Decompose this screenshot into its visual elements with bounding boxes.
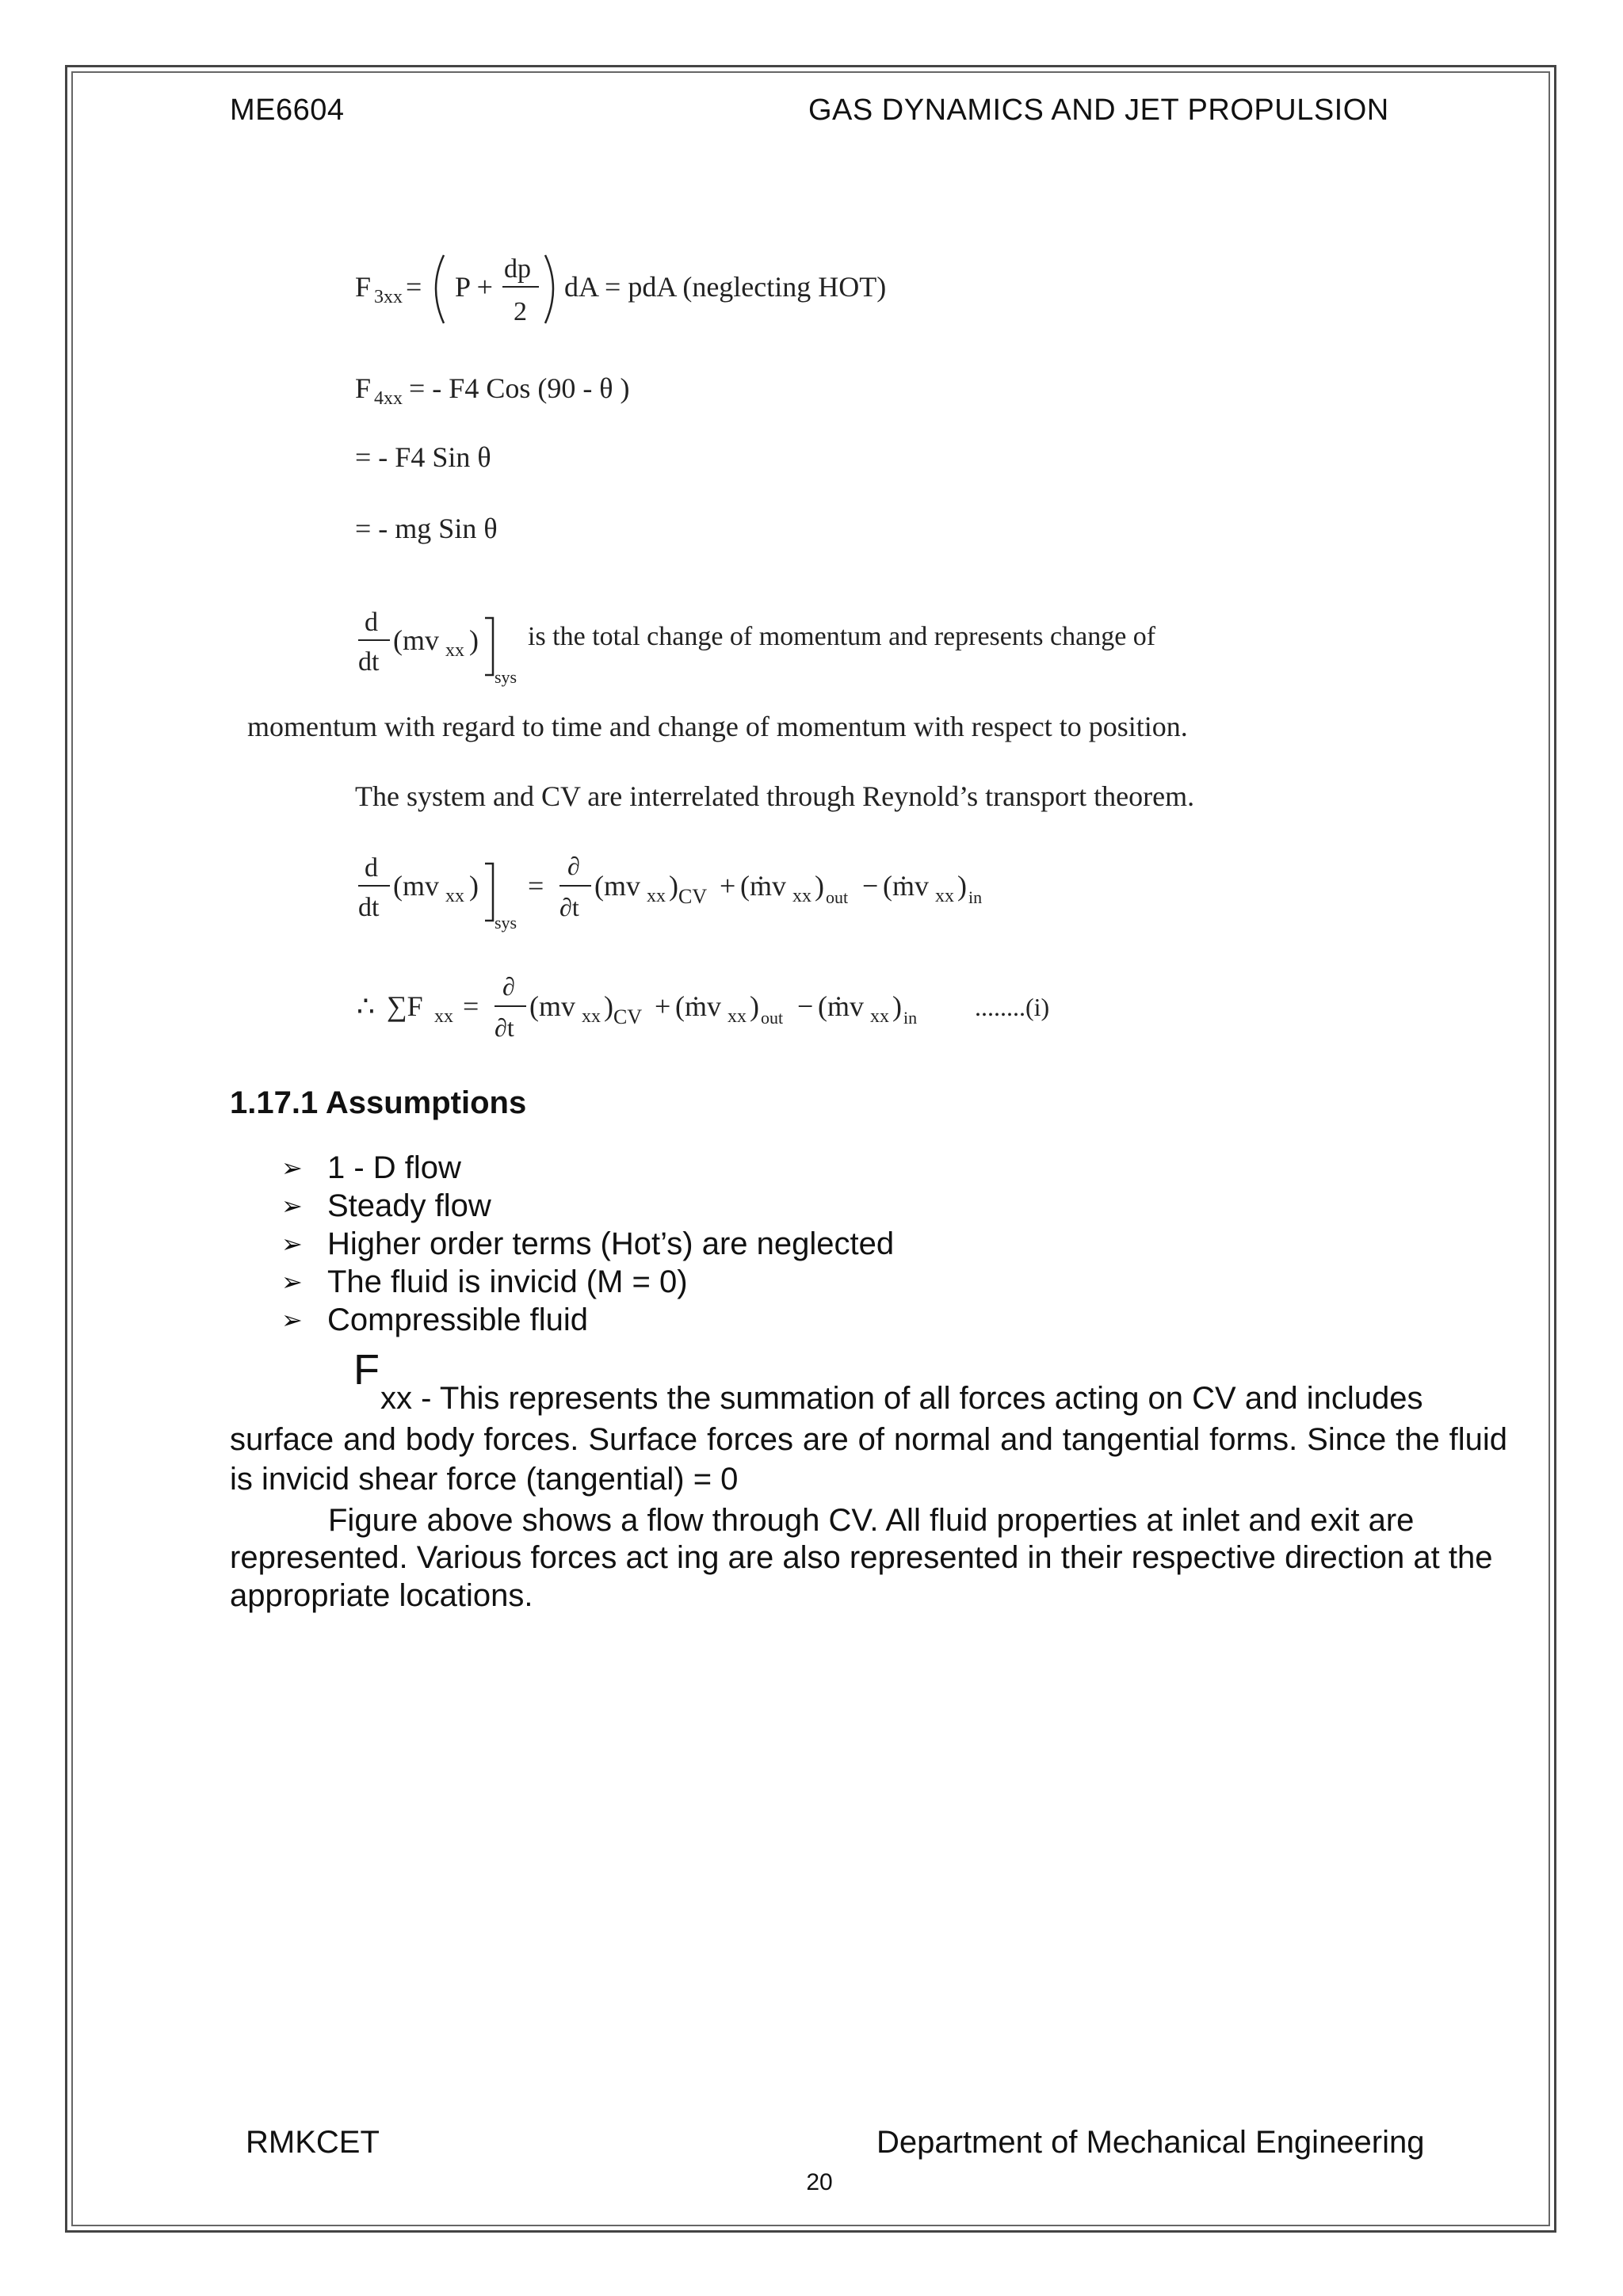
- rtt-den: dt: [358, 893, 380, 922]
- fxx-paragraph-rest: surface and body forces. Surface forces are of normal and tangential forms. Since the fluid is invicid shear force (tangential) = 0: [230, 1422, 1507, 1497]
- equation-f4xx: [349, 364, 713, 412]
- dmom-close: ): [469, 624, 479, 656]
- rtt-out: out: [826, 887, 849, 907]
- equation-f3xx: [349, 244, 951, 339]
- equation-f4-mg: = - mg Sin θ: [355, 513, 498, 544]
- footer-department: Department of Mechanical Engineering: [876, 2125, 1425, 2160]
- f3-lhs: F: [355, 271, 372, 303]
- sumf-tag: ........(i): [975, 993, 1050, 1021]
- sumf-t1-sub: xx: [582, 1006, 601, 1027]
- equation-f4-sin: = - F4 Sin θ: [355, 441, 491, 473]
- sumf-eq: =: [463, 990, 479, 1022]
- header-course-code: ME6604: [230, 93, 345, 127]
- dmom-inner: (mv: [393, 624, 439, 656]
- arrow-bullet-icon: ➢: [281, 1268, 303, 1296]
- equation-momentum-change: [349, 601, 1323, 696]
- f3-den: 2: [514, 297, 527, 326]
- sumf-t2-close: ): [750, 990, 759, 1022]
- f3-eq: =: [406, 271, 422, 303]
- arrow-bullet-icon: ➢: [281, 1192, 303, 1220]
- rtt-num: d: [365, 853, 378, 883]
- sumf-t3-sub: xx: [870, 1006, 889, 1027]
- sumf-cv: CV: [613, 1005, 643, 1028]
- assumption-text: The fluid is invicid (M = 0): [327, 1264, 688, 1299]
- equation-sum-forces: [349, 967, 1109, 1062]
- rtt-sys: sys: [495, 913, 517, 933]
- assumption-text: Compressible fluid: [327, 1302, 589, 1337]
- arrow-bullet-icon: ➢: [281, 1306, 303, 1334]
- fxx-line-1: xx - This represents the summation of all forces acting on CV and includes: [380, 1381, 1423, 1416]
- assumptions-list: [281, 1149, 894, 1339]
- rtt-minus: −: [862, 870, 879, 902]
- sumf-therefore: ∴: [357, 990, 375, 1022]
- f4-lhs-sub: 4xx: [374, 388, 403, 409]
- equation-reynolds-transport: [349, 846, 1046, 941]
- sumf-plus: +: [655, 990, 671, 1022]
- sumf-t3-close: ): [892, 990, 902, 1022]
- rtt-pnum: ∂: [567, 852, 580, 880]
- arrow-bullet-icon: ➢: [281, 1154, 303, 1182]
- rtt-t2-sub: xx: [792, 886, 812, 906]
- fxx-letter: F: [353, 1346, 380, 1394]
- rtt-t1-sub: xx: [647, 886, 666, 906]
- sumf-t2-sub: xx: [727, 1006, 747, 1027]
- f4-lhs: F: [355, 372, 372, 404]
- momentum-continuation: momentum with regard to time and change of momentum with respect to position.: [247, 711, 1188, 742]
- dmom-text: is the total change of momentum and represents change of: [528, 622, 1156, 651]
- rtt-lhs-close: ): [469, 870, 479, 902]
- list-item: [281, 1263, 894, 1301]
- sumf-sum: ∑F: [387, 990, 423, 1022]
- header-course-title: GAS DYNAMICS AND JET PROPULSION: [808, 93, 1389, 127]
- dmom-num: d: [365, 608, 378, 637]
- sumf-t1-close: ): [604, 990, 613, 1022]
- arrow-bullet-icon: ➢: [281, 1230, 303, 1258]
- section-heading: 1.17.1 Assumptions: [230, 1085, 527, 1120]
- rtt-t1: (mv: [594, 870, 640, 902]
- list-item: [281, 1225, 894, 1263]
- f3-lhs-sub: 3xx: [374, 287, 403, 307]
- sumf-in: in: [903, 1008, 918, 1028]
- assumption-text: 1 - D flow: [327, 1150, 461, 1185]
- rtt-lhs: (mv: [393, 870, 439, 902]
- page-number: 20: [806, 2169, 833, 2195]
- rtt-t3-sub: xx: [935, 886, 954, 906]
- rtt-t3-close: ): [957, 870, 967, 902]
- sumf-sum-sub: xx: [434, 1006, 453, 1027]
- rtt-plus: +: [720, 870, 736, 902]
- list-item: [281, 1301, 894, 1339]
- sumf-minus: −: [797, 990, 814, 1022]
- list-item: [281, 1149, 894, 1187]
- rtt-lhs-sub: xx: [445, 886, 464, 906]
- footer-institution: RMKCET: [246, 2125, 380, 2160]
- dmom-sys: sys: [495, 667, 517, 687]
- sumf-pnum: ∂: [502, 972, 515, 1001]
- rtt-t2-close: ): [815, 870, 824, 902]
- sumf-t2: (ṁv: [675, 990, 721, 1022]
- f3-rest: dA = pdA (neglecting HOT): [564, 271, 887, 303]
- figure-paragraph-rest: represented. Various forces act ing are also represented in their respective direction at the appropriate locations.: [230, 1540, 1493, 1613]
- assumption-text: Steady flow: [327, 1188, 491, 1223]
- dmom-inner-sub: xx: [445, 640, 464, 661]
- sumf-t3: (ṁv: [818, 990, 864, 1022]
- f3-p: P +: [455, 271, 493, 303]
- figure-line-1: Figure above shows a flow through CV. All fluid properties at inlet and exit are: [328, 1503, 1415, 1538]
- rtt-eq: =: [528, 870, 544, 902]
- dmom-den: dt: [358, 647, 380, 677]
- assumption-text: Higher order terms (Hot’s) are neglected: [327, 1226, 895, 1261]
- sumf-out: out: [761, 1008, 784, 1028]
- rtt-t1-close: ): [669, 870, 678, 902]
- rtt-intro: The system and CV are interrelated through Reynold’s transport theorem.: [355, 780, 1195, 812]
- list-item: [281, 1187, 894, 1225]
- f4-rhs: = - F4 Cos (90 - θ ): [409, 372, 630, 404]
- sumf-t1: (mv: [529, 990, 575, 1022]
- rtt-cv: CV: [678, 885, 708, 908]
- rtt-t3: (ṁv: [883, 870, 929, 902]
- rtt-t2: (ṁv: [740, 870, 786, 902]
- f3-num: dp: [504, 254, 531, 284]
- rtt-pden: ∂t: [559, 893, 579, 921]
- rtt-in: in: [968, 887, 983, 907]
- sumf-pden: ∂t: [495, 1013, 514, 1042]
